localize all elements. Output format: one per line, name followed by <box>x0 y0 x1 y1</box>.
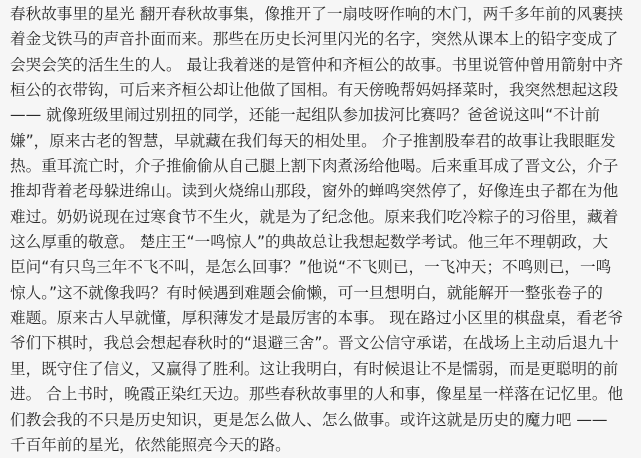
text-line-16: 进。 合上书时，晚霞正染红天边。那些春秋故事里的人和事，像星星一样落在记忆里。他 <box>10 385 624 404</box>
text-line-14: 爷们下棋时，我总会想起春秋时的“退避三舍”。晋文公信守承诺，在战场上主动后退九十 <box>10 334 619 353</box>
text-line-4: 桓公的衣带钩，可后来齐桓公却让他做了国相。有天傍晚帮妈妈择菜时，我突然想起这段 <box>10 81 619 100</box>
text-line-7: 热。重耳流亡时，介子推偷偷从自己腿上割下肉煮汤给他喝。后来重耳成了晋文公，介子 <box>10 157 619 176</box>
text-line-9: 难过。奶奶说现在过寒食节不生火，就是为了纪念他。原来我们吃冷粽子的习俗里，藏着 <box>10 207 619 226</box>
text-line-8: 推却背着老母躲进绵山。读到火烧绵山那段，窗外的蝉鸣突然停了，好像连虫子都在为他 <box>10 182 619 201</box>
text-line-17: 们教会我的不只是历史知识，更是怎么做人、怎么做事。或许这就是历史的魔力吧 —— <box>10 410 608 429</box>
text-line-18: 千百年前的星光，依然能照亮今天的路。 <box>10 435 291 454</box>
text-line-12: 惊人。”这不就像我吗？有时候遇到难题会偷懒，可一旦想明白，就能解开一整张卷子的 <box>10 283 603 302</box>
text-line-15: 里，既守住了信义，又赢得了胜利。这让我明白，有时候退让不是懦弱，而是更聪明的前 <box>10 359 619 378</box>
text-line-10: 这么厚重的敬意。 楚庄王“一鸣惊人”的典故总让我想起数学考试。他三年不理朝政，大 <box>10 233 609 252</box>
text-line-2: 着金戈铁马的声音扑面而来。那些在历史长河里闪光的名字，突然从课本上的铅字变成了 <box>10 30 619 49</box>
text-line-6: 嫌”，原来古老的智慧，早就藏在我们每天的相处里。 介子推割股奉君的故事让我眼眶发 <box>10 131 616 150</box>
text-line-13: 难题。原来古人早就懂，厚积薄发才是最厉害的本事。 现在路过小区里的棋盘桌，看老爷 <box>10 309 624 328</box>
text-line-1: 春秋故事里的星光 翻开春秋故事集，像推开了一扇吱呀作响的木门，两千多年前的风裹挟 <box>10 5 624 23</box>
text-line-3: 会哭会笑的活生生的人。 最让我着迷的是管仲和齐桓公的故事。书里说管仲曾用箭射中齐 <box>10 55 624 74</box>
text-line-5: —— 就像班级里闹过别扭的同学，还能一起组队参加拔河比赛吗？爸爸说这叫“不计前 <box>10 106 601 125</box>
text-line-11: 臣问“有只鸟三年不飞不叫，是怎么回事？”他说“不飞则已，一飞冲天；不鸣则已，一鸣 <box>10 258 612 277</box>
